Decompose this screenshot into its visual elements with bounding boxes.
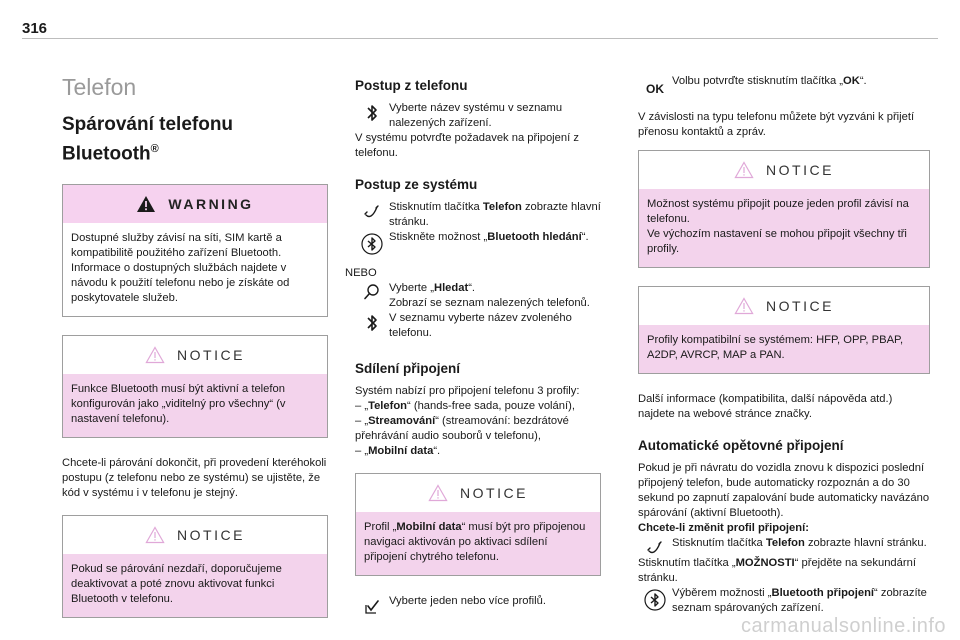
step-text: V seznamu vyberte název zvoleného telefonu.	[389, 312, 572, 339]
pairing-code-paragraph: Chcete-li párování dokončit, při provedení kteréhokoli postupu (z telefonu nebo ze systému) se ujistěte, že kód v systému i v telefonu je stejný.	[62, 457, 327, 500]
heading-line-1: Spárování telefonu	[62, 114, 234, 135]
ok-step	[638, 74, 930, 96]
notice-box-4	[638, 150, 930, 268]
step-text: Vyberte název systému v seznamu nalezených zařízení.	[389, 102, 563, 129]
notice-text: Funkce Bluetooth musí být aktivní a telefon konfigurován jako „viditelný pro všechny“ (v nastavení telefonu).	[63, 374, 327, 437]
checkbox-icon	[355, 594, 389, 614]
notice-box-2	[62, 515, 328, 618]
bluetooth-connection-icon	[638, 586, 672, 612]
profile-list	[355, 399, 601, 459]
change-profile-label: Chcete-li změnit profil připojení:	[638, 522, 809, 534]
list-item: – „Mobilní data“.	[355, 445, 441, 457]
notice-header	[356, 474, 600, 512]
step-from-phone	[355, 101, 601, 131]
notice-text: Profil „Mobilní data“ musí být pro připojenou navigaci aktivován po aktivaci sdílení připojení chytrého telefonu.	[356, 512, 600, 575]
watermark: carmanualsonline.info	[740, 615, 946, 637]
or-label: NEBO	[345, 267, 377, 279]
bluetooth-icon	[355, 311, 389, 333]
confirm-text: V systému potvrďte požadavek na připojení z telefonu.	[355, 132, 579, 159]
sharing-intro: Systém nabízí pro připojení telefonu 3 profily:	[355, 385, 580, 397]
notice-title: NOTICE	[177, 527, 245, 544]
warning-box	[62, 184, 328, 317]
notice-text: Možnost systému připojit pouze jeden profil závisí na telefonu. Ve výchozím nastavení se mohou připojit všechny tři profily.	[639, 189, 929, 267]
contacts-paragraph: V závislosti na typu telefonu můžete být vyzváni k přijetí přenosu kontaktů a zpráv.	[638, 111, 915, 138]
options-text: Stisknutím tlačítka „MOŽNOSTI“ přejděte na sekundární stránku.	[638, 557, 916, 584]
notice-box-1	[62, 335, 328, 438]
column-1	[62, 60, 328, 630]
step-text: Výběrem možnosti „Bluetooth připojení“ zobrazíte seznam spárovaných zařízení.	[672, 587, 927, 614]
caution-icon	[428, 484, 448, 502]
warning-title: WARNING	[168, 196, 254, 213]
heading-sharing: Sdílení připojení	[355, 361, 461, 376]
step-text: Stiskněte možnost „Bluetooth hledání“.	[389, 231, 589, 243]
list-item: – „Telefon“ (hands-free sada, pouze volání),	[355, 400, 575, 412]
column-3	[638, 74, 930, 616]
notice-title: NOTICE	[460, 485, 528, 501]
warning-text: Dostupné služby závisí na síti, SIM kartě a kompatibilitě použitého zařízení Bluetooth. Informace o dostupných službách najdete v návodu k použití telefonu nebo je získáte od poskytovatele služeb.	[71, 232, 290, 305]
page-number: 316	[22, 20, 48, 37]
heading-from-system: Postup ze systému	[355, 177, 478, 192]
section-heading	[62, 113, 328, 166]
column-2	[345, 72, 601, 614]
notice-text: Pokud se párování nezdaří, doporučujeme deaktivovat a poté znovu aktivovat funkci Bluetooth v telefonu.	[63, 554, 327, 617]
chapter-title: Telefon	[62, 74, 137, 100]
bluetooth-icon	[355, 101, 389, 123]
caution-icon	[734, 161, 754, 179]
caution-icon	[145, 526, 165, 544]
registered-mark: ®	[150, 143, 159, 155]
system-step-2	[355, 230, 601, 256]
warning-header	[63, 185, 327, 223]
notice-header	[639, 151, 929, 189]
notice-text: Profily kompatibilní se systémem: HFP, OPP, PBAP, A2DP, AVRCP, MAP a PAN.	[639, 325, 929, 373]
notice-header	[63, 516, 327, 554]
auto-reconnect-text: Pokud je při návratu do vozidla znovu k dispozici poslední připojený telefon, bude automaticky rozpoznán a do 30 sekund po zapnutí zapalování bude automaticky navázáno spárování (aktivní Bluetooth).	[638, 462, 930, 519]
change-profile-step-1	[638, 536, 930, 556]
notice-title: NOTICE	[766, 162, 834, 178]
notice-title: NOTICE	[766, 298, 834, 314]
phone-icon	[638, 536, 672, 556]
select-profiles-step	[355, 594, 601, 614]
warning-icon	[136, 195, 156, 213]
notice-title: NOTICE	[177, 347, 245, 364]
bluetooth-search-icon	[355, 230, 389, 256]
system-step-1	[355, 200, 601, 230]
phone-icon	[355, 200, 389, 220]
step-text: Volbu potvrďte stisknutím tlačítka „OK“.	[672, 75, 867, 87]
notice-box-3	[355, 473, 601, 576]
heading-from-phone: Postup z telefonu	[355, 78, 468, 93]
notice-header	[63, 336, 327, 374]
caution-icon	[734, 297, 754, 315]
system-step-4	[355, 311, 601, 341]
heading-line-2: Bluetooth	[62, 143, 151, 165]
step-text: Stisknutím tlačítka Telefon zobrazte hlavní stránku.	[389, 201, 601, 228]
change-profile-step-2	[638, 586, 930, 616]
header-divider	[22, 38, 938, 39]
list-item: – „Streamování“ (streamování: bezdrátové přehrávání audio souborů v telefonu),	[355, 415, 569, 442]
step-text: Stisknutím tlačítka Telefon zobrazte hlavní stránku.	[672, 537, 927, 549]
more-info-paragraph: Další informace (kompatibilita, další nápověda atd.) najdete na webové stránce značky.	[638, 393, 893, 420]
caution-icon	[145, 346, 165, 364]
system-step-3	[355, 281, 601, 311]
search-icon	[355, 281, 389, 301]
heading-auto-reconnect: Automatické opětovné připojení	[638, 438, 844, 453]
notice-box-5	[638, 286, 930, 374]
step-text: Vyberte jeden nebo více profilů.	[389, 595, 546, 607]
step-text: Vyberte „Hledat“. Zobrazí se seznam nalezených telefonů.	[389, 282, 590, 309]
ok-icon: OK	[646, 82, 664, 96]
notice-header	[639, 287, 929, 325]
